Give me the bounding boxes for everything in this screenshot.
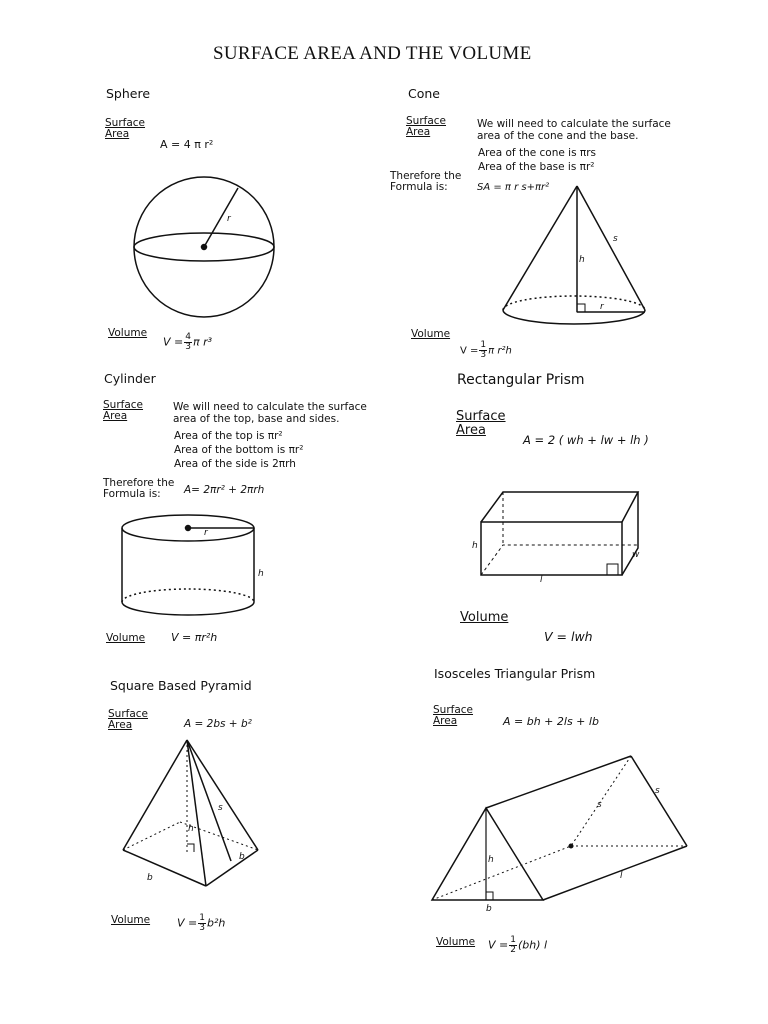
pyramid-edge-left bbox=[123, 740, 187, 850]
cone-h-label: h bbox=[579, 255, 585, 265]
pyramid-diagram bbox=[123, 740, 258, 886]
tri-prism-volume-label: Volume bbox=[436, 936, 476, 948]
cone-heading: Cone bbox=[408, 86, 440, 101]
tri-prism-heading: Isosceles Triangular Prism bbox=[434, 666, 596, 681]
cone-diagram bbox=[503, 186, 645, 324]
prism-right-face bbox=[622, 492, 638, 575]
cylinder-diagram bbox=[122, 515, 254, 615]
cone-therefore-line2: Formula is: bbox=[390, 181, 448, 193]
cone-volume-suffix: π r²h bbox=[488, 345, 512, 357]
pyramid-h-label: h bbox=[188, 824, 194, 834]
sphere-heading: Sphere bbox=[106, 86, 151, 101]
pyramid-heading: Square Based Pyramid bbox=[110, 678, 252, 693]
rect-prism-volume-formula: V = lwh bbox=[544, 629, 593, 644]
cylinder-therefore bbox=[103, 478, 174, 500]
triprism-hidden-vertex bbox=[569, 844, 573, 848]
pyramid-volume-formula bbox=[177, 914, 225, 933]
cylinder-volume-formula: V = πr²h bbox=[171, 631, 218, 644]
pyramid-s-label: s bbox=[218, 803, 223, 813]
cone-area-cone: Area of the cone is πrs bbox=[478, 147, 597, 159]
tri-prism-volume-den: 2 bbox=[510, 945, 516, 955]
prism-right-angle bbox=[607, 564, 618, 575]
sphere-volume-num: 4 bbox=[185, 332, 191, 342]
pyramid-volume-fraction bbox=[198, 914, 206, 933]
rect-prism-w-label: w bbox=[632, 550, 640, 560]
cone-right-side bbox=[577, 186, 645, 310]
rect-prism-h-label: h bbox=[472, 541, 478, 551]
tri-prism-surface-area-label bbox=[433, 705, 473, 727]
cone-left-side bbox=[503, 186, 577, 310]
tri-prism-b-label: b bbox=[486, 904, 492, 914]
cone-r-label: r bbox=[600, 302, 604, 312]
pyramid-right-angle bbox=[187, 844, 194, 852]
tri-prism-volume-suffix: (bh) l bbox=[517, 938, 548, 952]
cylinder-therefore-line2: Formula is: bbox=[103, 488, 161, 500]
pyramid-volume-num: 1 bbox=[199, 913, 205, 923]
prism-front-face bbox=[481, 522, 622, 575]
surface-label-line1: Surface bbox=[433, 704, 474, 716]
rect-prism-heading: Rectangular Prism bbox=[457, 372, 585, 388]
tri-prism-volume-num: 1 bbox=[510, 935, 516, 945]
rect-prism-volume-label: Volume bbox=[460, 610, 509, 625]
cone-volume-prefix: V = bbox=[460, 345, 479, 357]
cone-therefore bbox=[390, 171, 461, 193]
cone-surface-area-label bbox=[406, 116, 446, 138]
tri-prism-volume-prefix: V = bbox=[488, 938, 509, 952]
tri-prism-sa-formula: A = bh + 2ls + lb bbox=[503, 715, 599, 728]
cylinder-heading: Cylinder bbox=[104, 371, 156, 386]
pyramid-edge-right bbox=[187, 740, 258, 850]
tri-prism-s-label-outer: s bbox=[655, 786, 660, 796]
pyramid-sa-formula: A = 2bs + b² bbox=[184, 718, 252, 730]
cylinder-h-label: h bbox=[258, 569, 264, 579]
triprism-back-right-edge bbox=[631, 756, 687, 846]
rect-prism-l-label: l bbox=[540, 575, 543, 585]
cone-base-back bbox=[503, 296, 645, 310]
surface-label-line2: Area bbox=[456, 423, 486, 438]
cylinder-therefore-line1: Therefore the bbox=[103, 477, 175, 489]
pyramid-base-front-right bbox=[206, 850, 258, 886]
sphere-volume-fraction bbox=[184, 333, 192, 352]
sphere-sa-formula: A = 4 π r² bbox=[160, 138, 214, 151]
cone-desc-line1: We will need to calculate the surface bbox=[477, 118, 671, 130]
triprism-hidden-bottom-left bbox=[432, 846, 571, 900]
cylinder-area-top: Area of the top is πr² bbox=[174, 430, 283, 442]
rect-prism-sa-formula: A = 2 ( wh + lw + lh ) bbox=[523, 433, 649, 447]
pyramid-b-label-front: b bbox=[147, 873, 153, 883]
pyramid-volume-prefix: V = bbox=[177, 916, 198, 930]
surface-label-line2: Area bbox=[406, 126, 431, 138]
pyramid-volume-suffix: b²h bbox=[206, 916, 226, 930]
cylinder-volume-label: Volume bbox=[106, 632, 146, 644]
cylinder-center-dot bbox=[186, 526, 191, 531]
cylinder-bottom-front bbox=[122, 602, 254, 615]
surface-label-line1: Surface bbox=[108, 708, 149, 720]
cylinder-desc-line2: area of the top, base and sides. bbox=[173, 413, 340, 425]
triprism-top-edge bbox=[486, 756, 631, 808]
cylinder-bottom-back bbox=[122, 589, 254, 602]
surface-label-line2: Area bbox=[433, 715, 458, 727]
sphere-radius-label: r bbox=[227, 214, 231, 224]
tri-prism-volume-formula bbox=[488, 936, 547, 955]
sphere-center-dot bbox=[202, 245, 207, 250]
sphere-volume-den: 3 bbox=[185, 342, 191, 352]
triprism-front-triangle bbox=[432, 808, 543, 900]
cone-sa-formula: SA = π r s+πr² bbox=[477, 182, 550, 193]
cone-desc-line2: area of the cone and the base. bbox=[477, 130, 639, 142]
sphere-volume-suffix: π r³ bbox=[192, 335, 213, 349]
pyramid-b-label-right: b bbox=[239, 852, 245, 862]
cone-therefore-line1: Therefore the bbox=[390, 170, 462, 182]
tri-prism-l-label: l bbox=[620, 871, 623, 881]
prism-hidden-edges bbox=[481, 545, 638, 575]
cone-right-angle bbox=[577, 304, 585, 312]
cone-s-label: s bbox=[613, 234, 618, 244]
tri-prism-s-label-inner: s bbox=[597, 800, 602, 810]
cone-volume-den: 3 bbox=[480, 350, 487, 360]
rect-prism-surface-area-label bbox=[456, 410, 506, 438]
sphere-radius-line bbox=[204, 188, 238, 247]
prism-top-face bbox=[481, 492, 638, 522]
pyramid-volume-den: 3 bbox=[199, 923, 205, 933]
cone-volume-fraction bbox=[479, 341, 487, 360]
cylinder-r-label: r bbox=[204, 528, 208, 538]
rect-prism-diagram bbox=[481, 492, 638, 575]
sphere-volume-formula bbox=[163, 333, 212, 352]
sphere-volume-prefix: V = bbox=[163, 335, 184, 349]
cone-area-base: Area of the base is πr² bbox=[478, 161, 595, 173]
tri-prism-volume-fraction bbox=[509, 936, 517, 955]
cylinder-description bbox=[173, 401, 367, 425]
surface-label-line1: Surface bbox=[103, 399, 144, 411]
pyramid-volume-label: Volume bbox=[111, 914, 151, 926]
cylinder-desc-line1: We will need to calculate the surface bbox=[173, 401, 367, 413]
triprism-bottom-edge bbox=[543, 846, 687, 900]
surface-label-line1: Surface bbox=[105, 117, 146, 129]
surface-label-line2: Area bbox=[108, 719, 133, 731]
page-title: SURFACE AREA AND THE VOLUME bbox=[213, 43, 532, 64]
pyramid-slant-line bbox=[187, 740, 231, 861]
tri-prism-diagram bbox=[432, 756, 687, 900]
cylinder-area-side: Area of the side is 2πrh bbox=[174, 458, 296, 470]
triprism-right-angle bbox=[486, 892, 493, 900]
cylinder-surface-area-label bbox=[103, 400, 143, 422]
surface-label-line2: Area bbox=[105, 128, 130, 140]
sphere-diagram bbox=[134, 177, 274, 317]
sphere-volume-label: Volume bbox=[108, 327, 148, 339]
cone-volume-num: 1 bbox=[480, 340, 487, 350]
pyramid-base-front-left bbox=[123, 850, 206, 886]
pyramid-surface-area-label bbox=[108, 709, 148, 731]
cylinder-area-bottom: Area of the bottom is πr² bbox=[174, 444, 304, 456]
surface-label-line1: Surface bbox=[456, 409, 506, 424]
surface-label-line1: Surface bbox=[406, 115, 447, 127]
cone-volume-label: Volume bbox=[411, 328, 451, 340]
cylinder-sa-formula: A= 2πr² + 2πrh bbox=[184, 484, 265, 496]
tri-prism-h-label: h bbox=[488, 855, 494, 865]
cone-volume-formula bbox=[460, 341, 512, 360]
surface-label-line2: Area bbox=[103, 410, 128, 422]
cone-description bbox=[477, 118, 671, 142]
pyramid-edge-front bbox=[187, 740, 206, 886]
